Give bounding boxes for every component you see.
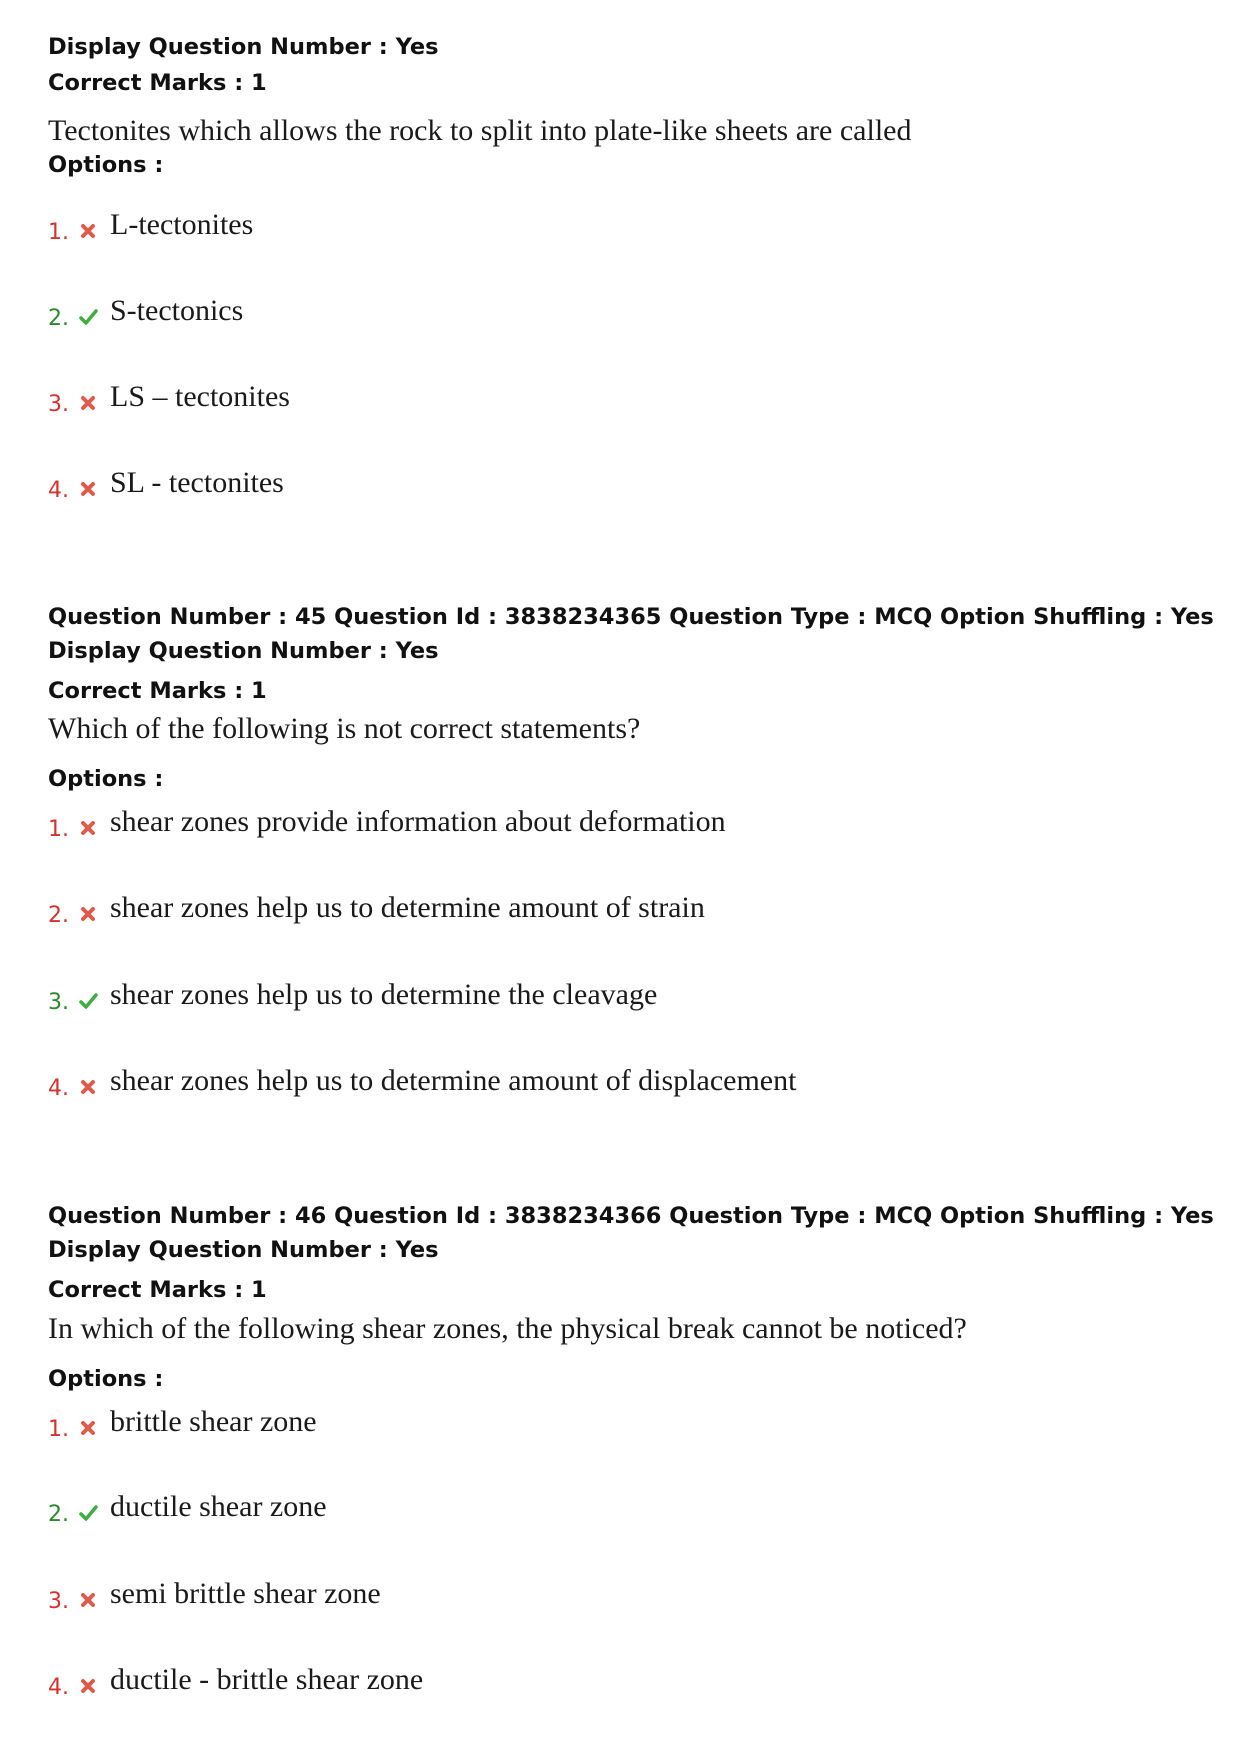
- option-text: semi brittle shear zone: [110, 1577, 381, 1610]
- option-number: 2.: [48, 1502, 69, 1527]
- option-number: 4.: [48, 1076, 69, 1101]
- option-number: 3.: [48, 990, 69, 1015]
- display-question-number: Display Question Number : Yes: [48, 638, 439, 664]
- option-number: 4.: [48, 478, 69, 503]
- options-label: Options :: [48, 152, 164, 178]
- cross-icon: [78, 1590, 98, 1610]
- option-text: S-tectonics: [110, 294, 244, 327]
- cross-icon: [78, 221, 98, 241]
- correct-marks: Correct Marks : 1: [48, 70, 267, 96]
- option-number: 1.: [48, 1417, 69, 1442]
- question-text: In which of the following shear zones, the physical break cannot be noticed?: [48, 1312, 967, 1345]
- option-row: [48, 380, 1148, 424]
- option-number: 2.: [48, 903, 69, 928]
- option-row: [48, 1405, 1148, 1449]
- cross-icon: [78, 1077, 98, 1097]
- cross-icon: [78, 904, 98, 924]
- check-icon: [78, 307, 98, 327]
- option-number: 3.: [48, 1589, 69, 1614]
- option-text: ductile - brittle shear zone: [110, 1663, 424, 1696]
- option-text: SL - tectonites: [110, 466, 284, 499]
- question-text: Which of the following is not correct statements?: [48, 712, 641, 745]
- option-text: L-tectonites: [110, 208, 254, 241]
- option-text: shear zones provide information about deformation: [110, 805, 726, 838]
- option-row: [48, 805, 1148, 849]
- option-row: [48, 294, 1148, 338]
- option-number: 4.: [48, 1675, 69, 1700]
- option-number: 1.: [48, 817, 69, 842]
- option-row: [48, 466, 1148, 510]
- option-number: 1.: [48, 220, 69, 245]
- option-text: ductile shear zone: [110, 1490, 327, 1523]
- question-header: Question Number : 45 Question Id : 3838234365 Question Type : MCQ Option Shuffling : Yes: [48, 604, 1214, 630]
- option-row: [48, 1490, 1148, 1534]
- option-number: 3.: [48, 392, 69, 417]
- question-header: Question Number : 46 Question Id : 3838234366 Question Type : MCQ Option Shuffling : Yes: [48, 1203, 1214, 1229]
- question-text: Tectonites which allows the rock to split into plate-like sheets are called: [48, 114, 912, 147]
- option-row: [48, 1577, 1148, 1621]
- display-question-number: Display Question Number : Yes: [48, 1237, 439, 1263]
- cross-icon: [78, 479, 98, 499]
- display-question-number: Display Question Number : Yes: [48, 34, 439, 60]
- option-text: brittle shear zone: [110, 1405, 317, 1438]
- option-row: [48, 1663, 1148, 1707]
- option-row: [48, 978, 1148, 1022]
- check-icon: [78, 991, 98, 1011]
- option-text: shear zones help us to determine the cleavage: [110, 978, 658, 1011]
- option-row: [48, 208, 1148, 252]
- option-number: 2.: [48, 306, 69, 331]
- correct-marks: Correct Marks : 1: [48, 1277, 267, 1303]
- cross-icon: [78, 393, 98, 413]
- option-text: shear zones help us to determine amount of strain: [110, 891, 705, 924]
- options-label: Options :: [48, 1366, 164, 1392]
- cross-icon: [78, 1676, 98, 1696]
- option-row: [48, 1064, 1148, 1108]
- options-label: Options :: [48, 766, 164, 792]
- option-row: [48, 891, 1148, 935]
- correct-marks: Correct Marks : 1: [48, 678, 267, 704]
- option-text: LS – tectonites: [110, 380, 290, 413]
- cross-icon: [78, 1418, 98, 1438]
- cross-icon: [78, 818, 98, 838]
- check-icon: [78, 1503, 98, 1523]
- option-text: shear zones help us to determine amount of displacement: [110, 1064, 797, 1097]
